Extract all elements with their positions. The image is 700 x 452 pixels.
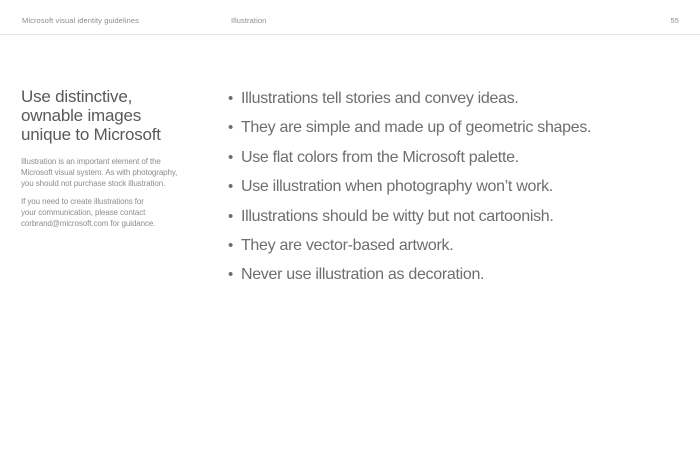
intro-paragraph [21,156,181,189]
left-column [21,87,196,229]
bullet-item [228,202,591,231]
bullet-item [228,172,591,201]
paragraph-line: Illustration is an important element of the [21,157,161,166]
bullet-text: Use flat colors from the Microsoft palette. [240,148,519,166]
paragraph-line: Microsoft visual system. As with photography, [21,168,178,177]
bullet-text: Illustrations should be witty but not cartoonish. [240,207,554,225]
bullet-text: Illustrations tell stories and convey ideas. [240,90,519,107]
bullet-icon: • [228,148,233,166]
bullet-list [228,84,591,290]
bullet-icon: • [228,90,233,107]
bullet-icon: • [228,236,233,254]
bullet-text: They are simple and made up of geometric shapes. [240,119,592,137]
bullet-item [228,231,591,260]
bullet-text: They are vector-based artwork. [240,236,454,254]
bullet-icon: • [228,178,233,196]
paragraph-line: you should not purchase stock illustration. [21,179,166,188]
page-title-line: Use distinctive, [21,87,133,106]
paragraph-line: If you need to create illustrations for [21,197,144,206]
page-title-line: ownable images [21,106,142,125]
bullet-icon: • [228,207,233,225]
header-doc-title: Microsoft visual identity guidelines [22,16,139,25]
bullet-text: Use illustration when photography won’t work. [240,178,553,196]
bullet-item [228,260,591,289]
page-title-line: unique to Microsoft [21,125,161,144]
bullet-text: Never use illustration as decoration. [240,266,485,284]
bullet-item [228,143,591,172]
bullet-icon: • [228,266,233,284]
header-section-title: Illustration [231,16,267,25]
paragraph-line: your communication, please contact [21,208,146,217]
bullet-item [228,84,591,113]
header-divider [0,34,700,35]
contact-paragraph [21,196,181,229]
bullet-icon: • [228,119,233,137]
page-title [21,87,196,144]
header-page-number: 55 [670,16,679,25]
paragraph-line: corbrand@microsoft.com for guidance. [21,219,156,228]
bullet-item [228,113,591,142]
